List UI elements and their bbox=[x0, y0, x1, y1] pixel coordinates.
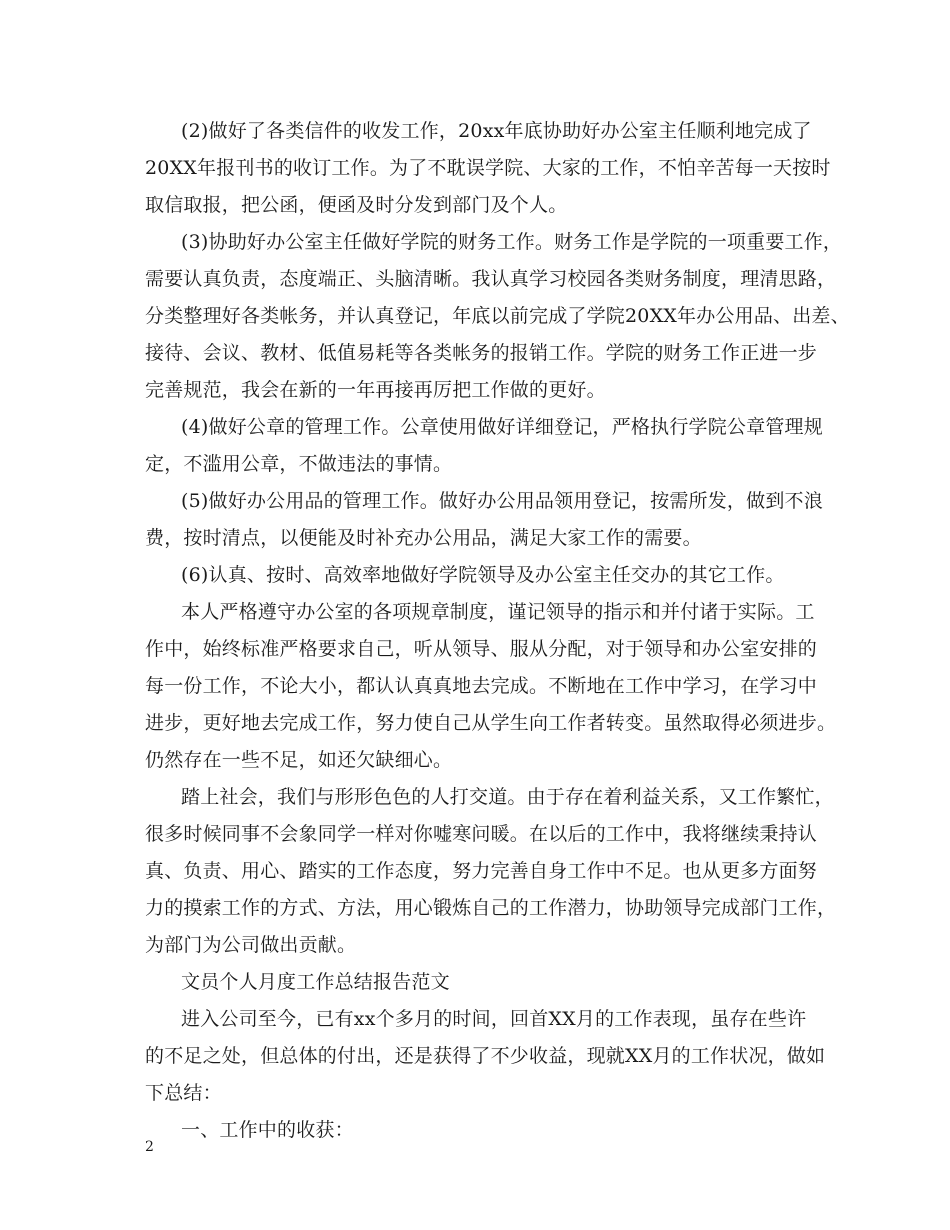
text-line: (2)做好了各类信件的收发工作，20xx年底协助好办公室主任顺利地完成了 bbox=[181, 120, 812, 142]
text-line: (6)认真、按时、高效率地做好学院领导及办公室主任交办的其它工作。 bbox=[181, 564, 785, 586]
text-line: 的不足之处，但总体的付出，还是获得了不少收益，现就XX月的工作状况，做如 bbox=[145, 1045, 826, 1067]
text-line: 定，不滥用公章，不做违法的事情。 bbox=[145, 453, 453, 475]
text-line: 接待、会议、教材、低值易耗等各类帐务的报销工作。学院的财务工作正进一步 bbox=[145, 342, 818, 364]
text-line: 真、负责、用心、踏实的工作态度，努力完善自身工作中不足。也从更多方面努 bbox=[145, 860, 818, 882]
text-line: 进步，更好地去完成工作，努力使自己从学生向工作者转变。虽然取得必须进步。 bbox=[145, 712, 837, 734]
text-line: (4)做好公章的管理工作。公章使用做好详细登记，严格执行学院公章管理规 bbox=[181, 416, 823, 438]
text-line: 每一份工作，不论大小，都认认真真地去完成。不断地在工作中学习，在学习中 bbox=[145, 675, 818, 697]
text-line: 完善规范，我会在新的一年再接再厉把工作做的更好。 bbox=[145, 379, 606, 401]
text-line: (3)协助好办公室主任做好学院的财务工作。财务工作是学院的一项重要工作， bbox=[181, 231, 843, 253]
text-line: 为部门为公司做出贡献。 bbox=[145, 934, 357, 956]
section-heading: 一、工作中的收获： bbox=[181, 1119, 354, 1141]
text-line: 20XX年报刊书的收订工作。为了不耽误学院、大家的工作，不怕辛苦每一天按时 bbox=[145, 157, 831, 179]
text-line: 作中，始终标准严格要求自己，听从领导、服从分配，对于领导和办公室安排的 bbox=[145, 638, 818, 660]
text-line: 分类整理好各类帐务，并认真登记，年底以前完成了学院20XX年办公用品、出差、 bbox=[145, 305, 850, 327]
text-line: 力的摸索工作的方式、方法，用心锻炼自己的工作潜力，协助领导完成部门工作， bbox=[145, 897, 837, 919]
text-line: 取信取报，把公函，便函及时分发到部门及个人。 bbox=[145, 194, 568, 216]
text-line: (5)做好办公用品的管理工作。做好办公用品领用登记，按需所发，做到不浪 bbox=[181, 490, 823, 512]
text-line: 费，按时清点，以便能及时补充办公用品，满足大家工作的需要。 bbox=[145, 527, 702, 549]
page-number: 2 bbox=[145, 1139, 154, 1155]
text-line: 进入公司至今，已有xx个多月的时间，回首XX月的工作表现，虽存在些许 bbox=[181, 1008, 807, 1030]
text-line: 本人严格遵守办公室的各项规章制度，谨记领导的指示和并付诸于实际。工 bbox=[181, 601, 815, 623]
text-line: 踏上社会，我们与形形色色的人打交道。由于存在着利益关系，又工作繁忙， bbox=[181, 786, 834, 808]
section-title: 文员个人月度工作总结报告范文 bbox=[181, 971, 450, 993]
text-line: 需要认真负责，态度端正、头脑清晰。我认真学习校园各类财务制度，理清思路， bbox=[145, 268, 837, 290]
text-line: 很多时候同事不会象同学一样对你嘘寒问暖。在以后的工作中，我将继续秉持认 bbox=[145, 823, 818, 845]
text-line: 仍然存在一些不足，如还欠缺细心。 bbox=[145, 749, 453, 771]
text-line: 下总结： bbox=[145, 1082, 222, 1104]
